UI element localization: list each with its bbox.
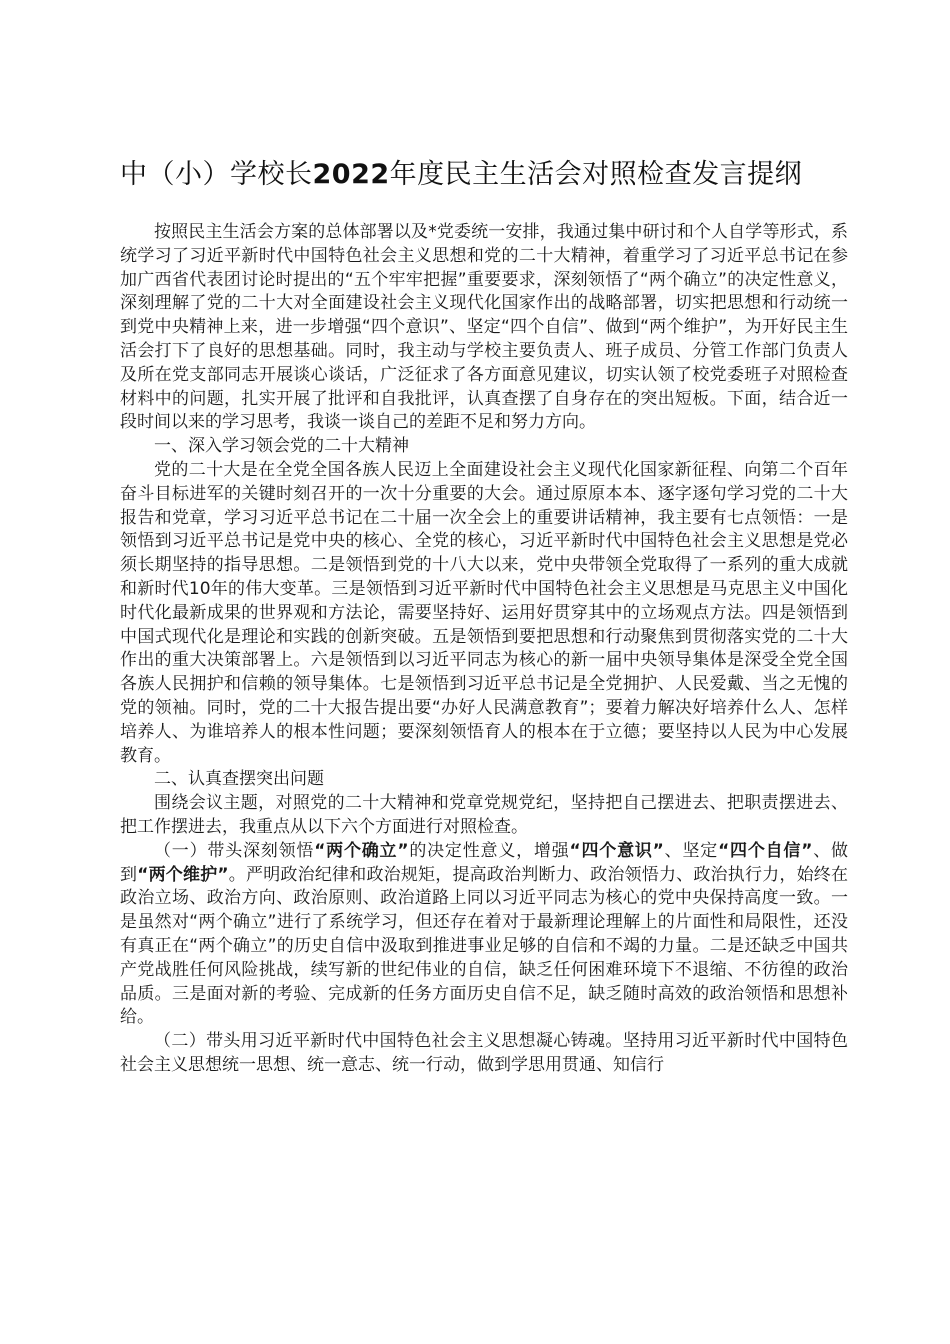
section-heading-1: 一、深入学习领会党的二十大精神 [154, 436, 409, 457]
title-suffix: 年度民主生活会对照检查发言提纲 [389, 159, 803, 190]
title-year: 2022 [312, 159, 390, 190]
paragraph-item-1 [120, 840, 848, 1030]
document-title [120, 150, 848, 199]
item-1-body: 。严明政治纪律和政治规矩，提高政治判断力、政治领悟力、政治执行力，始终在政治立场、政治方向、政治原则、政治道路上同以习近平同志为核心的党中央保持高度一致。一是虽然对“两个确立”进行了系统学习，但还存在着对于最新理论理解上的片面性和局限性，还没有真正在“两个确立”的历史自信中汲取到推进事业足够的自信和不竭的力量。二是还缺乏中国共产党战胜任何风险挑战，续写新的世纪伟业的自信，缺乏任何困难环境下不退缩、不彷徨的政治品质。三是面对新的考验、完成新的任务方面历史自信不足，缺乏随时高效的政治领悟和思想补给。 [120, 864, 848, 1028]
item-1-text-b: 、坚定 [663, 840, 719, 861]
item-1-text-a: 的决定性意义，增强 [408, 840, 570, 861]
item-1-lead: （一）带头深刻领悟 [154, 840, 315, 861]
document-page [120, 150, 848, 1078]
item-1-quote-two-establish: “两个确立” [314, 840, 409, 861]
title-prefix: 中（小）学校长 [120, 159, 313, 190]
item-1-text-c: 、做到 [120, 840, 849, 885]
item-1-quote-two-safeguard: “两个维护” [137, 864, 229, 885]
paragraph-intro: 按照民主生活会方案的总体部署以及*党委统一安排，我通过集中研讨和个人自学等形式，系统学习了习近平新时代中国特色社会主义思想和党的二十大精神，着重学习了习近平总书记在参加广西省代表团讨论时提出的“五个牢牢把握”重要要求，深刻领悟了“两个确立”的决定性意义，深刻理解了党的二十大对全面建设社会主义现代化国家作出的战略部署，切实把思想和行动统一到党中央精神上来，进一步增强“四个意识”、坚定“四个自信”、做到“两个维护”，为开好民主生活会打下了良好的思想基础。同时，我主动与学校主要负责人、班子成员、分管工作部门负责人及所在党支部同志开展谈心谈话，广泛征求了各方面意见建议，切实认领了校党委班子对照检查材料中的问题，扎实开展了批评和自我批评，认真查摆了自身存在的突出短板。下面，结合近一段时间以来的学习思考，我谈一谈自己的差距不足和努力方向。 [120, 222, 848, 433]
paragraph-item-2: （二）带头用习近平新时代中国特色社会主义思想凝心铸魂。坚持用习近平新时代中国特色社会主义思想统一思想、统一意志、统一行动，做到学思用贯通、知信行 [120, 1031, 848, 1075]
document-body [120, 221, 848, 1078]
paragraph-review-intro: 围绕会议主题，对照党的二十大精神和党章党规党纪，坚持把自己摆进去、把职责摆进去、把工作摆进去，我重点从以下六个方面进行对照检查。 [120, 793, 848, 837]
paragraph-congress-spirit: 党的二十大是在全党全国各族人民迈上全面建设社会主义现代化国家新征程、向第二个百年奋斗目标进军的关键时刻召开的一次十分重要的大会。通过原原本本、逐字逐句学习党的二十大报告和党章，学习习近平总书记在二十届一次全会上的重要讲话精神，我主要有七点领悟：一是领悟到习近平总书记是党中央的核心、全党的核心，习近平新时代中国特色社会主义思想是党必须长期坚持的指导思想。二是领悟到党的十八大以来，党中央带领全党取得了一系列的重大成就和新时代10年的伟大变革。三是领悟到习近平新时代中国特色社会主义思想是马克思主义中国化时代化最新成果的世界观和方法论，需要坚持好、运用好贯穿其中的立场观点方法。四是领悟到中国式现代化是理论和实践的创新突破。五是领悟到要把思想和行动聚焦到贯彻落实党的二十大作出的重大决策部署上。六是领悟到以习近平同志为核心的新一届中央领导集体是深受全党全国各族人民拥护和信赖的领导集体。七是领悟到习近平总书记是全党拥护、人民爱戴、当之无愧的党的领袖。同时，党的二十大报告提出要“办好人民满意教育”；要着力解决好培养什么人、怎样培养人、为谁培养人的根本性问题；要深刻领悟育人的根本在于立德；要坚持以人民为中心发展教育。 [120, 459, 848, 766]
section-heading-2: 二、认真查摆突出问题 [154, 769, 324, 790]
item-1-quote-four-consciousness: “四个意识” [569, 840, 664, 861]
item-1-quote-four-confidence: “四个自信” [718, 840, 813, 861]
